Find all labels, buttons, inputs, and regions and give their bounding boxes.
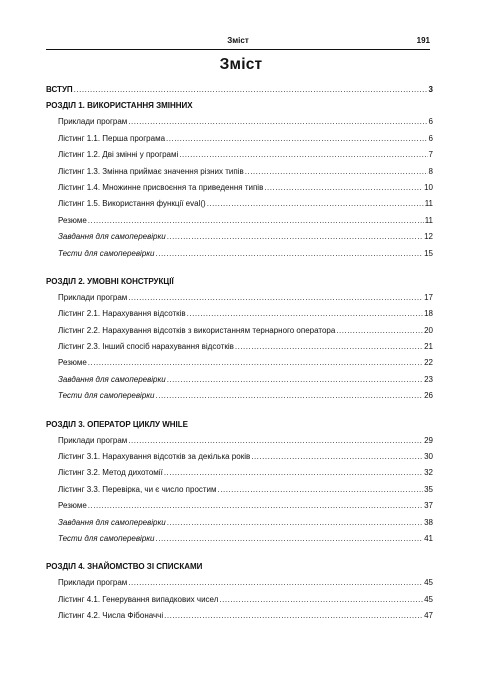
toc-leader-dots <box>156 246 424 262</box>
toc-entry-text: Лістинг 3.3. Перевірка, чи є число простим <box>58 484 217 494</box>
toc-entry-page: 30 <box>424 452 433 462</box>
toc-leader-dots <box>219 592 423 608</box>
toc-entry-text: Лістинг 2.3. Інший спосіб нарахування відсотків <box>58 342 234 352</box>
section-gap <box>46 262 433 274</box>
toc-leader-dots <box>166 131 428 147</box>
toc-entry-page: 22 <box>424 358 433 368</box>
toc-leader-dots <box>164 465 423 481</box>
toc-entry-page: 3 <box>428 85 433 94</box>
toc-entry-text: Лістинг 1.2. Дві змінні у програмі <box>58 150 179 160</box>
toc-entry[interactable] <box>46 339 433 355</box>
toc-entry[interactable] <box>46 575 433 591</box>
toc-entry-page: 37 <box>424 501 433 511</box>
toc-leader-dots <box>336 323 423 339</box>
toc-leader-dots <box>128 290 423 306</box>
running-header <box>46 36 430 50</box>
toc-leader-dots <box>264 180 423 196</box>
toc-leader-dots <box>88 498 423 514</box>
toc-leader-dots <box>167 372 423 388</box>
toc-entry[interactable] <box>46 465 433 481</box>
toc-entry-text: Резюме <box>58 215 87 225</box>
toc-entry-page: 23 <box>424 374 433 384</box>
toc-entry-text: Лістинг 1.1. Перша програма <box>58 133 166 143</box>
table-of-contents <box>46 82 433 625</box>
toc-entry[interactable] <box>46 196 433 212</box>
toc-entry[interactable] <box>46 498 433 514</box>
toc-entry-page: 11 <box>424 199 433 209</box>
section-gap <box>46 405 433 417</box>
toc-entry-page: 12 <box>424 232 433 242</box>
toc-entry[interactable] <box>46 482 433 498</box>
toc-entry-text: Лістинг 1.3. Змінна приймає значення різних типів <box>58 166 244 176</box>
toc-entry-intro[interactable] <box>46 82 433 98</box>
toc-entry[interactable] <box>46 355 433 371</box>
page-title: Зміст <box>219 56 263 73</box>
section-gap <box>46 547 433 559</box>
toc-entry-text: Тести для самоперевірки <box>58 391 155 401</box>
toc-entry-text: Лістинг 2.1. Нарахування відсотків <box>58 309 186 319</box>
toc-entry-text: Завдання для самоперевірки <box>58 374 166 384</box>
toc-entry-text: Приклади програм <box>58 435 128 445</box>
toc-entry-text: Лістинг 1.4. Множинне присвоєння та приведення типів <box>58 182 264 192</box>
chapter-heading[interactable]: РОЗДІЛ 3. ОПЕРАТОР ЦИКЛУ WHILE <box>46 419 188 429</box>
toc-leader-dots <box>164 608 423 624</box>
toc-entry-text: Резюме <box>58 501 87 511</box>
chapter-heading[interactable]: РОЗДІЛ 4. ЗНАЙОМСТВО ЗІ СПИСКАМИ <box>46 562 203 572</box>
toc-leader-dots <box>167 229 423 245</box>
toc-leader-dots <box>156 531 424 547</box>
toc-entry-page: 21 <box>424 342 433 352</box>
toc-entry-page: 45 <box>424 594 433 604</box>
toc-entry-text: Приклади програм <box>58 578 128 588</box>
toc-leader-dots <box>207 196 424 212</box>
running-header-title: Зміст <box>227 36 249 45</box>
toc-entry-page: 47 <box>424 611 433 621</box>
toc-entry[interactable] <box>46 290 433 306</box>
toc-entry-page: 10 <box>424 182 433 192</box>
toc-leader-dots <box>128 114 427 130</box>
toc-leader-dots <box>128 433 423 449</box>
toc-chapter <box>46 262 433 405</box>
toc-entry-page: 41 <box>424 533 433 543</box>
toc-entry[interactable] <box>46 388 433 404</box>
toc-entry[interactable] <box>46 372 433 388</box>
toc-entry-text: Лістинг 2.2. Нарахування відсотків з використанням тернарного оператора <box>58 325 336 335</box>
toc-entry[interactable] <box>46 449 433 465</box>
page-number: 191 <box>416 36 430 45</box>
toc-entry-text: Резюме <box>58 358 87 368</box>
toc-entry-page: 35 <box>424 484 433 494</box>
toc-chapter <box>46 405 433 548</box>
toc-entry[interactable] <box>46 306 433 322</box>
toc-entry[interactable] <box>46 213 433 229</box>
toc-entry[interactable] <box>46 164 433 180</box>
toc-leader-dots <box>179 147 427 163</box>
toc-entry[interactable] <box>46 608 433 624</box>
toc-entry-page: 8 <box>428 166 433 176</box>
toc-entry-page: 45 <box>424 578 433 588</box>
toc-entry[interactable] <box>46 180 433 196</box>
chapter-heading[interactable]: РОЗДІЛ 2. УМОВНІ КОНСТРУКЦІЇ <box>46 276 174 286</box>
toc-entry[interactable] <box>46 433 433 449</box>
toc-entry-text: Тести для самоперевірки <box>58 533 155 543</box>
toc-entry-text: Приклади програм <box>58 117 128 127</box>
toc-entry[interactable] <box>46 229 433 245</box>
toc-entry-text: Лістинг 1.5. Використання функції eval() <box>58 199 206 209</box>
toc-leader-dots <box>251 449 423 465</box>
toc-entry-page: 7 <box>428 150 433 160</box>
toc-entry[interactable] <box>46 131 433 147</box>
toc-entry-page: 29 <box>424 435 433 445</box>
toc-leader-dots <box>218 482 424 498</box>
toc-entry-text: Лістинг 3.2. Метод дихотомії <box>58 468 163 478</box>
toc-leader-dots <box>88 213 424 229</box>
toc-entry[interactable] <box>46 114 433 130</box>
toc-leader-dots <box>128 575 423 591</box>
toc-entry[interactable] <box>46 515 433 531</box>
toc-chapter <box>46 98 433 262</box>
toc-entry[interactable] <box>46 246 433 262</box>
toc-entry[interactable] <box>46 592 433 608</box>
toc-leader-dots <box>88 355 423 371</box>
toc-entry-page: 17 <box>424 292 433 302</box>
toc-entry-page: 38 <box>424 517 433 527</box>
toc-entry-page: 6 <box>428 117 433 127</box>
toc-entry-page: 20 <box>424 325 433 335</box>
toc-entry-text: Лістинг 3.1. Нарахування відсотків за декілька років <box>58 452 251 462</box>
toc-entry-page: 18 <box>424 309 433 319</box>
toc-chapters <box>46 98 433 624</box>
toc-entry-text: Лістинг 4.1. Генерування випадкових чисел <box>58 594 219 604</box>
toc-entry-page: 26 <box>424 391 433 401</box>
toc-entry-text: Тести для самоперевірки <box>58 248 155 258</box>
toc-entry[interactable] <box>46 147 433 163</box>
toc-entry-page: 11 <box>424 215 433 225</box>
toc-leader-dots <box>187 306 423 322</box>
toc-leader-dots <box>235 339 423 355</box>
toc-entry[interactable] <box>46 323 433 339</box>
toc-entry-text: ВСТУП <box>46 85 73 94</box>
toc-entry[interactable] <box>46 531 433 547</box>
toc-entry-page: 6 <box>428 133 433 143</box>
toc-leader-dots <box>245 164 428 180</box>
toc-leader-dots <box>74 82 428 98</box>
toc-entry-text: Завдання для самоперевірки <box>58 517 166 527</box>
toc-chapter <box>46 547 433 624</box>
toc-entry-text: Лістинг 4.2. Числа Фібоначчі <box>58 611 164 621</box>
toc-entry-page: 32 <box>424 468 433 478</box>
toc-entry-text: Завдання для самоперевірки <box>58 232 166 242</box>
toc-leader-dots <box>167 515 423 531</box>
toc-leader-dots <box>156 388 424 404</box>
chapter-heading[interactable]: РОЗДІЛ 1. ВИКОРИСТАННЯ ЗМІННИХ <box>46 101 193 111</box>
toc-entry-page: 15 <box>424 248 433 258</box>
toc-entry-text: Приклади програм <box>58 292 128 302</box>
